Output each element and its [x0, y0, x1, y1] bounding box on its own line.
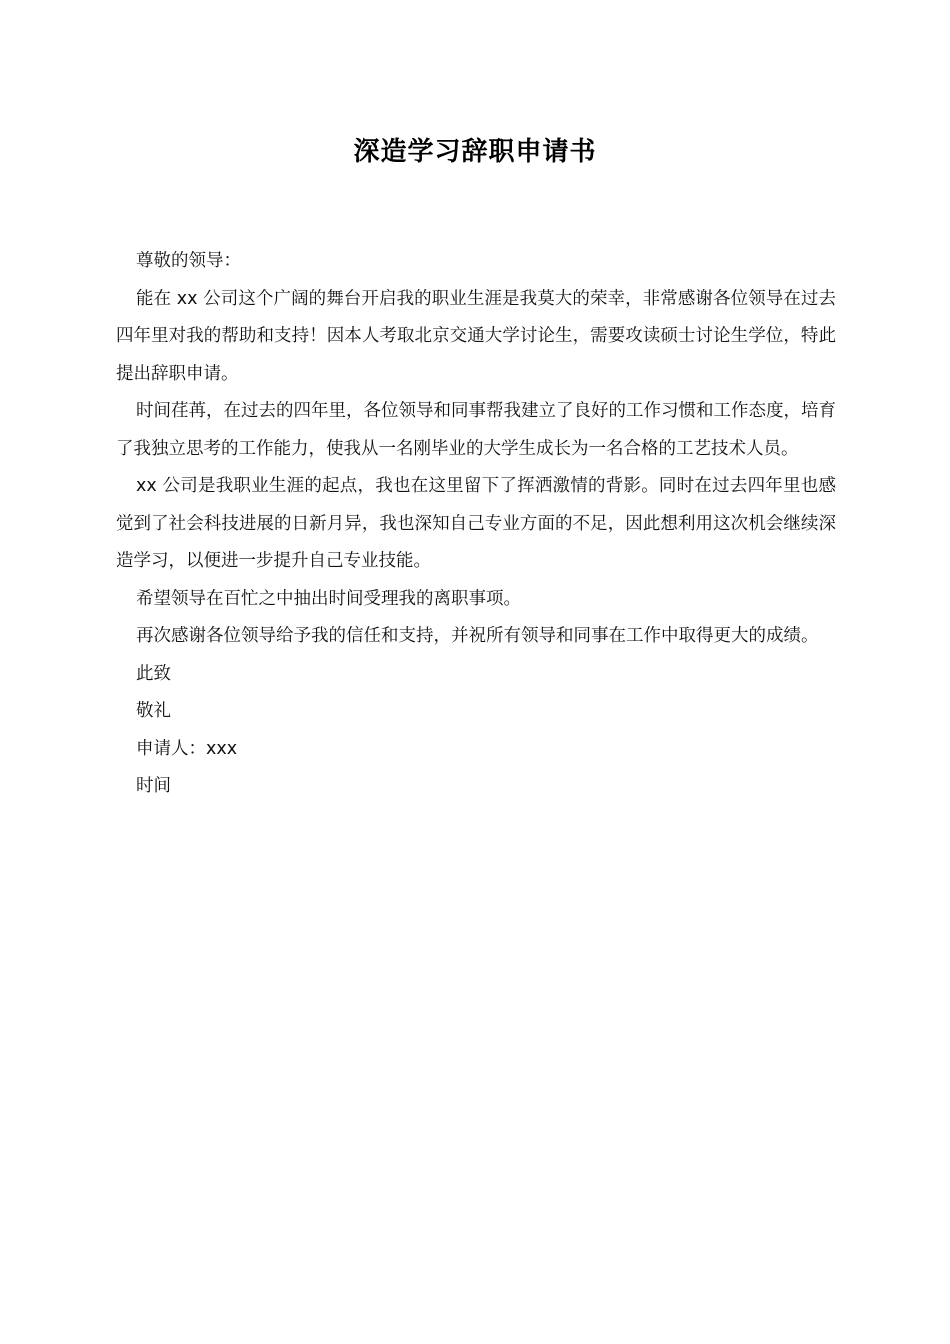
document-body: [116, 243, 836, 806]
document-title: 深造学习辞职申请书: [353, 137, 597, 167]
paragraph-1: 能在 xx 公司这个广阔的舞台开启我的职业生涯是我莫大的荣幸，非常感谢各位领导在过去四年里对我的帮助和支持！因本人考取北京交通大学讨论生，需要攻读硕士讨论生学位，特此提出辞职申请。: [116, 288, 836, 384]
closing-jingli: 敬礼: [136, 701, 171, 721]
applicant-line: 申请人：xxx: [136, 738, 238, 759]
salutation: 尊敬的领导：: [136, 251, 241, 271]
paragraph-4: 希望领导在百忙之中抽出时间受理我的离职事项。: [136, 588, 521, 609]
paragraph-2: 时间荏苒，在过去的四年里，各位领导和同事帮我建立了良好的工作习惯和工作态度，培育了我独立思考的工作能力，使我从一名刚毕业的大学生成长为一名合格的工艺技术人员。: [116, 401, 836, 459]
date-line: 时间: [136, 776, 171, 796]
paragraph-3: xx 公司是我职业生涯的起点，我也在这里留下了挥洒激情的背影。同时在过去四年里也感觉到了社会科技进展的日新月异，我也深知自己专业方面的不足，因此想利用这次机会继续深造学习，以便进一步提升自己专业技能。: [116, 476, 836, 571]
closing-cizhi: 此致: [136, 663, 171, 684]
paragraph-5: 再次感谢各位领导给予我的信任和支持，并祝所有领导和同事在工作中取得更大的成绩。: [136, 626, 819, 646]
